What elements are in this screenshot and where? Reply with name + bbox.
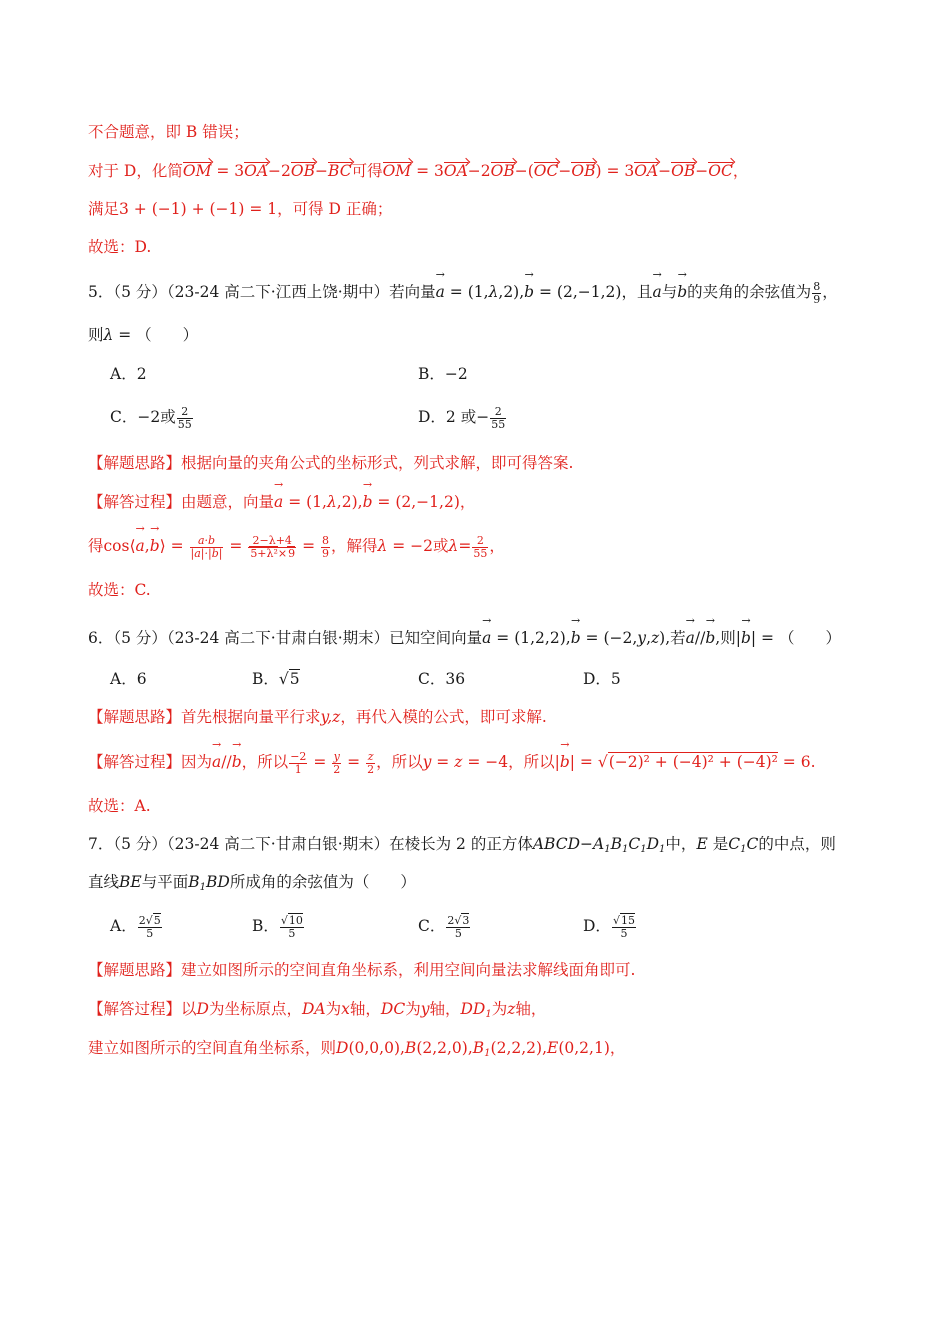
text: ,则| [715, 629, 741, 647]
numerator: 2√5 [138, 913, 161, 927]
text: 与 [661, 283, 678, 301]
numerator: z [367, 749, 374, 763]
vec-OC: OC [533, 162, 559, 180]
text: B．−2 [418, 365, 468, 383]
denominator: 5 [288, 926, 296, 940]
text: = (1, [283, 493, 327, 511]
denominator: 5+λ²×9 [250, 546, 296, 560]
hint-label: 【解题思路】 [88, 708, 182, 726]
point-b1: $B_1$ [472, 1039, 491, 1059]
vec-b: → b [571, 626, 581, 650]
hint-line [88, 958, 880, 982]
option-a [110, 667, 147, 691]
text-line: 对于 D，化简OM = 3OA−2OB−BC可得OM = 3OA−2OB−(OC−OB) = 3OA−OB−OC， [88, 162, 749, 180]
text: 因为 [181, 753, 213, 771]
vec-a: → a [136, 534, 145, 558]
vec-b: → b [363, 490, 373, 514]
text: ，所以 [376, 753, 423, 771]
fraction [612, 915, 636, 940]
question-6: 6．（5 分）（23-24 高二下·甘肃白银·期末）已知空间向量→ a = (1,2,2),→ b = (−2,y,z),若→ a//→ b,则|→ b| = （ ） [88, 626, 880, 650]
text: 可得 [351, 162, 383, 180]
answer-line [88, 578, 880, 602]
option-c [110, 405, 194, 431]
text: 建立如图所示的空间直角坐标系，利用空间向量法求解线面角即可. [181, 961, 636, 979]
text: 6．（5 分）（23-24 高二下·甘肃白银·期末）已知空间向量 [88, 629, 483, 647]
vec-b: → b [232, 750, 242, 774]
text: 不合题意，即 B 错误； [88, 123, 249, 141]
text: = (1,2,2), [491, 629, 571, 647]
text: 首先根据向量平行求 [181, 708, 321, 726]
solution-line: 【解答过程】因为→ a//→ b，所以 $\frac{-2}{1}$ = $\frac{y}{2}$ = $\frac{z}{2}$ ，所以y = z = −4，所以|→ b| = √(−2)² + (−4)² + (−4)² = 6. [88, 750, 880, 776]
text: = (1, [444, 283, 489, 301]
numerator: a·b [190, 535, 224, 548]
numerator: √15 [612, 913, 635, 927]
question-5-line2 [88, 323, 880, 347]
text: C． [418, 917, 446, 935]
var-z: z [651, 629, 660, 647]
text: A．2 [110, 365, 147, 383]
text: = −4，所以 [462, 753, 555, 771]
cube-name-top: $A_1B_1C_1D_1$ [593, 835, 666, 855]
vec-a: → a [436, 280, 445, 304]
text: 7．（5 分）（23-24 高二下·甘肃白银·期末）在棱长为 2 的正方体 [88, 835, 533, 853]
question-5 [88, 280, 880, 306]
line-be: BE [119, 873, 142, 891]
vec-OM: OM [382, 162, 412, 180]
text: 故选：A. [88, 797, 151, 815]
text: 根据向量的夹角公式的坐标形式，列式求解，即可得答案. [181, 454, 574, 472]
fraction [332, 751, 341, 776]
text: 的夹角的余弦值为 [687, 283, 812, 301]
option-b [252, 914, 305, 940]
plane-b1bd: $B_1BD$ [188, 873, 230, 893]
denominator: 1 [294, 762, 302, 776]
text: = （ ） [113, 326, 199, 344]
numerator: 2 [472, 535, 488, 548]
text: B． [252, 917, 279, 935]
option-c [418, 914, 471, 940]
solution-line [88, 490, 880, 514]
text: 得cos [88, 537, 130, 555]
fraction [177, 406, 193, 431]
text: 中， [665, 835, 697, 853]
vec-b: → b [741, 626, 751, 650]
numerator: 2 [490, 406, 506, 419]
solution-label: 【解答过程】 [88, 493, 182, 511]
vec-a: → a [212, 750, 221, 774]
fraction [138, 915, 162, 940]
text: A． [110, 917, 137, 935]
question-7: 7．（5 分）（23-24 高二下·甘肃白银·期末）在棱长为 2 的正方体$ABCD-A_1B_1C_1D_1$中，E 是$C_1C$的中点，则 [88, 835, 836, 855]
var-z: z [507, 1000, 516, 1018]
solution-line-2: 建立如图所示的空间直角坐标系，则$D(0,0,0),B(2,2,0),B_1(2,2,2),E(0,2,1)$， [88, 1039, 626, 1059]
fraction [472, 535, 488, 560]
vec-OA: OA [244, 162, 269, 180]
hint-line [88, 451, 880, 475]
text: 轴， [429, 1000, 461, 1018]
var-y: y [637, 629, 647, 647]
var-x: x [341, 1000, 350, 1018]
text: 建立如图所示的空间直角坐标系，则 [88, 1039, 337, 1057]
vec-b: → b [677, 280, 687, 304]
option-d [583, 914, 637, 940]
text: λ [448, 537, 459, 555]
text: λ [326, 493, 337, 511]
hint-line [88, 705, 880, 729]
text: ， [822, 283, 838, 301]
text: 为坐标原点， [208, 1000, 302, 1018]
text: C．−2或 [110, 408, 176, 426]
text: λ [103, 326, 114, 344]
numerator: √10 [280, 913, 303, 927]
text-line [88, 197, 880, 221]
text: D．5 [583, 670, 621, 688]
hint-label: 【解题思路】 [88, 454, 182, 472]
text: = (−2, [580, 629, 638, 647]
vec-b: → b [524, 280, 534, 304]
point-b: B [404, 1039, 417, 1057]
axis-dc: DC [380, 1000, 406, 1018]
denominator: 9 [321, 546, 329, 560]
vec-b: → b [150, 534, 160, 558]
solution-label: 【解答过程】 [88, 1000, 182, 1018]
numerator: 8 [321, 533, 329, 547]
denominator: 5 [454, 926, 462, 940]
text: ，解得 [330, 537, 378, 555]
text: A．6 [110, 670, 147, 688]
denominator: |a|·|b| [190, 546, 223, 560]
vec-OB: OB [490, 162, 515, 180]
text: 以 [181, 1000, 197, 1018]
numerator: 2−λ+4 [248, 535, 296, 548]
question-7-line2 [88, 870, 880, 900]
axis-da: DA [301, 1000, 326, 1018]
var-yz: y,z [320, 708, 341, 726]
text: 是 [707, 835, 729, 853]
option-b: B．√5 [252, 670, 300, 688]
text: ， [609, 1039, 626, 1057]
text: 直线 [88, 873, 120, 891]
text: 为 [491, 1000, 508, 1018]
vec-OB: OB [290, 162, 316, 180]
vec-b: → b [560, 750, 570, 774]
fraction [248, 535, 296, 560]
text: 满足3 + (−1) + (−1) = 1，可得 D 正确； [88, 200, 393, 218]
cube-name: ABCD [532, 835, 581, 853]
fraction [190, 535, 224, 560]
text: ，再代入模的公式，即可求解. [340, 708, 547, 726]
text: = −2或 [387, 537, 449, 555]
text: = (2,−1,2)， [372, 493, 476, 511]
text-line [88, 120, 880, 144]
numerator: −2 [290, 749, 307, 763]
vec-OB: OB [671, 162, 696, 180]
text: = (2,−1,2)，且 [534, 283, 653, 301]
point-d: D [196, 1000, 209, 1018]
text: 为 [405, 1000, 421, 1018]
segment-c1c: $C_1C$ [728, 835, 759, 855]
denominator: 5 [146, 926, 154, 940]
vec-a: → a [686, 626, 695, 650]
text: 轴， [349, 1000, 381, 1018]
denominator: 55 [491, 417, 506, 431]
vec-a: → a [652, 280, 661, 304]
vec-OC: OC [708, 162, 733, 180]
fraction [490, 406, 506, 431]
answer-line [88, 794, 880, 818]
text: λ [488, 283, 499, 301]
text: ,2), [498, 283, 525, 301]
fraction [289, 751, 307, 776]
fraction [321, 535, 330, 560]
text: = 6. [777, 753, 816, 771]
text: 与平面 [141, 873, 189, 891]
option-a [110, 362, 147, 386]
numerator: y [333, 749, 340, 763]
fraction [812, 281, 821, 306]
hint-label: 【解题思路】 [88, 961, 182, 979]
fraction [280, 915, 304, 940]
option-d [418, 405, 507, 431]
axis-dd1: $DD_1$ [460, 1000, 492, 1020]
text: ，所以 [241, 753, 289, 771]
text: B． [252, 670, 279, 688]
text: 5．（5 分）（23-24 高二下·江西上饶·期中）若向量 [88, 283, 436, 301]
text: D． [583, 917, 611, 935]
text: ,2), [336, 493, 363, 511]
vec-BC: BC [328, 162, 352, 180]
denominator: 2 [367, 762, 375, 776]
text: | = （ ） [750, 629, 841, 647]
vec-OA: OA [634, 162, 659, 180]
point-e: E [547, 1039, 559, 1057]
text: 所成角的余弦值为（ ） [229, 873, 416, 891]
vec-b: → b [705, 626, 715, 650]
var-z: z [454, 753, 463, 771]
numerator: 2 [177, 406, 193, 419]
denominator: 55 [177, 417, 192, 431]
text: ， [489, 537, 505, 555]
text: 的中点，则 [758, 835, 836, 853]
text: 故选：C. [88, 581, 151, 599]
text: 轴 [515, 1000, 531, 1018]
option-c [418, 667, 465, 691]
option-d [583, 667, 621, 691]
fraction [446, 915, 470, 940]
numerator: 2√3 [447, 913, 470, 927]
vec-a: → a [482, 626, 491, 650]
text: λ [377, 537, 388, 555]
option-b [418, 362, 468, 386]
text: 则 [88, 326, 104, 344]
denominator: 55 [473, 546, 488, 560]
text: 对于 D，化简 [88, 162, 183, 180]
solution-line: 【解答过程】以D为坐标原点，DA为x轴，DC为y轴，$DD_1$为z轴， [88, 1000, 547, 1020]
text: ),若 [659, 629, 686, 647]
numerator: 8 [813, 279, 821, 293]
vec-a: → a [274, 490, 283, 514]
point-d: D [336, 1039, 349, 1057]
var-y: y [422, 753, 432, 771]
point-e: E [696, 835, 708, 853]
sqrt-expression: (−2)² + (−4)² + (−4)² [608, 753, 778, 771]
text: C．36 [418, 670, 466, 688]
solution-line-2: 得cos⟨→ a,→ b⟩ = $\frac{a\cdot b}{|a|\cdot|b|}$ = $\frac{2-\lambda+4}{\text{5+λ²×9}}$ = $\frac{8}{9}$ ，解得λ = −2或λ= $\frac{2}{55}$ ， [88, 534, 880, 560]
option-a [110, 914, 163, 940]
vec-OB: OB [571, 162, 596, 180]
text: D．2 或− [418, 408, 490, 426]
fraction [366, 751, 375, 776]
vec-OA: OA [443, 162, 468, 180]
solution-label: 【解答过程】 [88, 753, 182, 771]
text: 故选：D. [88, 238, 152, 256]
denominator: 9 [813, 292, 821, 306]
text: 5 [289, 670, 300, 688]
denominator: 5 [620, 926, 628, 940]
var-y: y [420, 1000, 430, 1018]
vec-OM: OM [182, 162, 212, 180]
denominator: 2 [333, 762, 341, 776]
answer-line [88, 235, 880, 259]
text: 由题意，向量 [181, 493, 275, 511]
text: 为 [325, 1000, 342, 1018]
